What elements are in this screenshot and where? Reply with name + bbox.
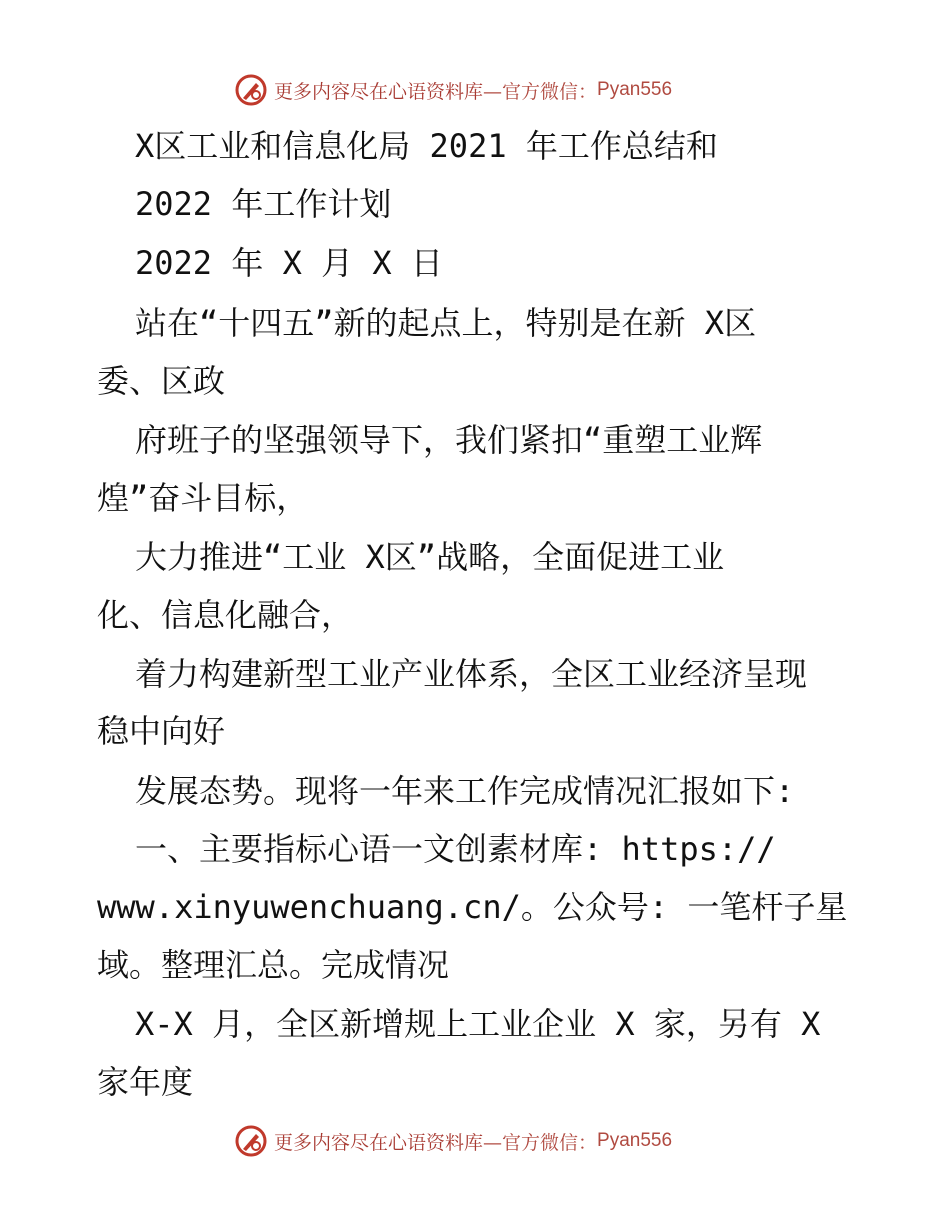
footer-banner	[234, 1121, 672, 1161]
doc-paragraph-line: 着力构建新型工业产业体系，全区工业经济呈现	[135, 655, 808, 693]
doc-paragraph-line: 发展态势。现将一年来工作完成情况汇报如下:	[135, 772, 795, 810]
banner-handle-text: Pyan556	[597, 79, 673, 100]
pen-logo-icon	[234, 73, 268, 107]
doc-paragraph-line: 域。整理汇总。完成情况	[97, 946, 450, 984]
header-banner	[234, 70, 672, 110]
banner-sub-text: —官方微信：	[483, 80, 598, 103]
doc-paragraph-line: 委、区政	[97, 362, 226, 400]
doc-title-line-2: 2022 年工作计划	[135, 185, 392, 223]
doc-paragraph-line: 府班子的坚强领导下，我们紧扣“重塑工业辉	[135, 421, 763, 459]
doc-paragraph-line: X-X 月，全区新增规上工业企业 X 家，另有 X	[135, 1005, 821, 1043]
doc-paragraph-line: 家年度	[97, 1063, 194, 1101]
doc-paragraph-line: 大力推进“工业 X区”战略，全面促进工业	[135, 538, 725, 576]
pen-logo-icon	[234, 1124, 268, 1158]
doc-date-line: 2022 年 X 月 X 日	[135, 244, 443, 282]
doc-paragraph-line: 煌”奋斗目标，	[97, 479, 309, 517]
banner-sub-text: —官方微信：	[483, 1131, 598, 1154]
doc-paragraph-line: 稳中向好	[97, 712, 226, 750]
doc-paragraph-line: 化、信息化融合，	[97, 596, 354, 634]
doc-paragraph-line: www.xinyuwenchuang.cn/。公众号: 一笔杆子星	[97, 888, 848, 926]
banner-main-text: 更多内容尽在心语资料库	[274, 80, 484, 103]
doc-title-line-1: X区工业和信息化局 2021 年工作总结和	[135, 127, 718, 165]
doc-paragraph-line: 一、主要指标心语一文创素材库: https://	[135, 830, 776, 868]
banner-handle-text: Pyan556	[597, 1130, 673, 1151]
banner-main-text: 更多内容尽在心语资料库	[274, 1131, 484, 1154]
doc-paragraph-line: 站在“十四五”新的起点上，特别是在新 X区	[135, 304, 757, 342]
